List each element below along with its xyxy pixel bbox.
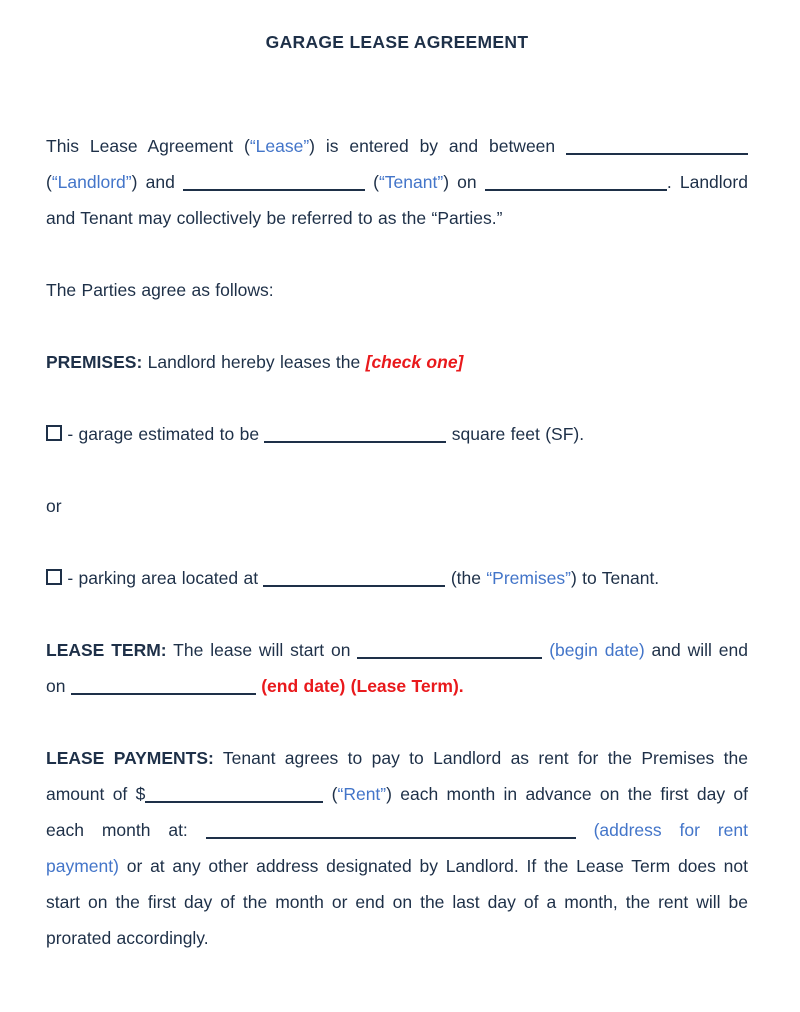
- square-feet-blank[interactable]: [264, 424, 446, 444]
- rent-amount-blank[interactable]: [145, 784, 323, 804]
- paragraph-parties-agree: [46, 272, 748, 308]
- text-segment: or: [46, 496, 62, 516]
- garage-option-checkbox[interactable]: [46, 425, 62, 441]
- text-segment: (: [323, 784, 338, 804]
- text-segment: The lease will start on: [166, 640, 358, 660]
- text-segment: This Lease Agreement (: [46, 136, 250, 156]
- text-segment: . Landlord and Tenant may collectively be referred to as the “Parties.”: [46, 172, 748, 228]
- landlord-name-blank[interactable]: [566, 136, 748, 156]
- text-segment: ) to Tenant.: [570, 568, 660, 588]
- paragraph-lease-term: [46, 632, 748, 704]
- text-segment: or at any other address designated by Landlord. If the Lease Term does not start on the first day of the month or end on the last day of a month, the rent will be prorated accordingly.: [46, 856, 748, 948]
- text-segment: “Premises”: [486, 568, 571, 588]
- text-segment: - parking area located at: [62, 568, 264, 588]
- paragraph-lease-payments: [46, 740, 748, 956]
- tenant-name-blank[interactable]: [183, 172, 365, 192]
- text-segment: ) on: [443, 172, 485, 192]
- end-date-blank[interactable]: [71, 676, 256, 696]
- page-title: GARAGE LEASE AGREEMENT: [265, 32, 529, 52]
- text-segment: (: [46, 172, 52, 192]
- text-segment: “Rent”: [337, 784, 387, 804]
- text-segment: The Parties agree as follows:: [46, 280, 274, 300]
- text-segment: (address for rent payment): [46, 820, 748, 876]
- text-segment: LEASE TERM:: [46, 640, 167, 660]
- paragraph-premises: [46, 344, 748, 380]
- text-segment: PREMISES:: [46, 352, 143, 372]
- text-segment: LEASE PAYMENTS:: [46, 748, 214, 768]
- text-segment: (end date) (Lease Term).: [261, 676, 464, 696]
- text-segment: ) and: [131, 172, 183, 192]
- text-segment: “Landlord”: [51, 172, 132, 192]
- parking-option-checkbox[interactable]: [46, 569, 62, 585]
- agreement-date-blank[interactable]: [485, 172, 667, 192]
- text-segment: Landlord hereby leases the: [142, 352, 366, 372]
- text-segment: Tenant agrees to pay to Landlord as rent for the Premises the amount of $: [46, 748, 748, 804]
- text-segment: “Tenant”: [378, 172, 444, 192]
- text-segment: “Lease”: [249, 136, 310, 156]
- text-segment: (begin date): [549, 640, 645, 660]
- text-segment: [576, 820, 594, 840]
- paragraph-intro: [46, 128, 748, 236]
- text-segment: (the: [445, 568, 487, 588]
- paragraph-option-parking: [46, 560, 748, 596]
- text-segment: square feet (SF).: [446, 424, 585, 444]
- text-segment: ) each month in advance on the first day of each month at:: [46, 784, 748, 840]
- text-segment: and will end on: [46, 640, 748, 696]
- text-segment: - garage estimated to be: [62, 424, 265, 444]
- paragraph-option-garage: [46, 416, 748, 452]
- text-segment: [check one]: [365, 352, 464, 372]
- text-segment: ) is entered by and between: [309, 136, 567, 156]
- payment-address-blank[interactable]: [206, 820, 576, 840]
- text-segment: (: [364, 172, 379, 192]
- begin-date-blank[interactable]: [357, 640, 542, 660]
- paragraph-or-divider: [46, 488, 748, 524]
- parking-address-blank[interactable]: [263, 568, 445, 588]
